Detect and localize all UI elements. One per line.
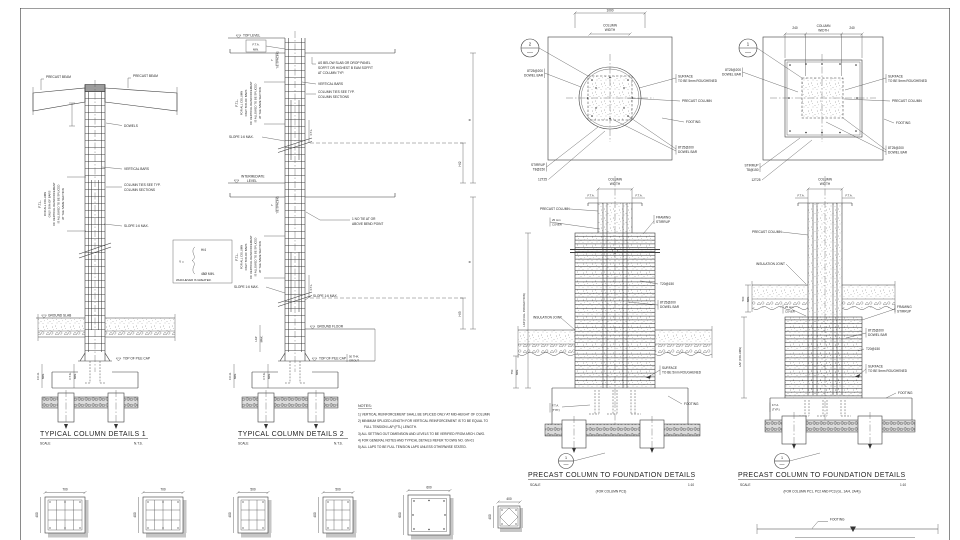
ftl-splice-note [38,182,65,226]
ftl-note-line: IS ALLOWED TO BE SPLICED [56,184,61,224]
notes-heading: NOTES: [358,404,372,408]
label-bars: 12T25 [751,178,761,182]
pile-axis-arrow-icon [264,424,268,429]
pile-axis-arrow-icon [792,444,796,449]
dim-fca-min: MIN. [233,373,237,379]
note-item: 5) ALL LAPS TO BE FULL TENSION LAPS UNLESS OTHERWISE STATED. [358,445,467,449]
dim-column-width: COLUMN [603,23,617,28]
dim-fta-min: MIN. [73,373,77,379]
label-stirrup: STIRRUP [744,163,759,168]
label-bend-tie: ABOVE BEND POINT [352,222,384,226]
pile-axis-arrow-icon [114,424,118,429]
label-dowel-bar: DOWEL BAR [868,333,888,337]
label-cover: COVER [552,222,562,227]
ftl-splice-note-lower [235,235,285,279]
level-marker-icon [236,35,241,38]
ftl-note-line: F.T.L. [235,99,239,107]
scale-value: N.T.S. [334,441,343,446]
label-top-level: TOP LEVEL [243,33,261,38]
label-stirrups: T20@150 [866,347,881,351]
ground-slab [36,314,175,342]
label-precast-beam: PRECAST BEAM [46,75,71,79]
ftl-note-line: FOR ALL COLUMN [239,90,244,116]
dim-column-width: WIDTH [604,28,616,32]
dim-y: Y [270,59,274,61]
section-width: 700 [160,487,166,492]
dim-ftl: F.T.L. [309,283,313,291]
label-grout: 50 THK. [349,354,360,359]
dim-fca-min: MIN. [41,373,45,379]
label-column-ties: COLUMN SECTIONS [124,188,155,192]
label-grout: GROUT [349,358,360,363]
label-precast-column: PRECAST COLUMN [892,99,922,103]
ybox-option: H/4 [201,248,206,252]
label-top-of-pile-cap: TOP OF PILE CAP [319,356,346,361]
bubble-number: 1 [746,41,750,47]
typical-column-details-2 [173,31,476,446]
dim-side: 240 [792,26,798,30]
detail-title: TYPICAL COLUMN DETAILS 1 [40,431,147,438]
ftl-note-line: AT THE SAME SECTION [61,188,66,220]
plan-detail-square [722,24,928,182]
label-dowel-bar: DOWEL BAR [888,150,908,155]
label-footing: FOOTING [898,391,913,395]
elev-a-title-block [528,472,696,494]
ftl-note-line: IS ALLOWED TO BE SPLICED [253,237,258,277]
label-surface: SURFACE [868,364,884,369]
bubble-number: 1 [780,456,784,460]
ftl-note-line: AT THE SAME SECTION [258,87,262,119]
foundation-detail-pc1-pc2-pc3 [738,176,915,494]
dim-h2: H/2 [458,161,462,167]
label-precast-beam: PRECAST BEAM [133,74,158,78]
ftl-note-line: OF VERTICAL REINFORCEMENT [52,182,56,226]
ftl-note-line: IS ALLOWED TO BE SPLICED [253,83,258,123]
dim-fta: F.T.A. [635,193,643,198]
label-intermediate-level: INTERMEDIATE [241,174,265,179]
dim-fta: F.T.A. [252,42,260,47]
dim-depth: 500 [741,296,745,302]
ftl-splice-note-upper [235,81,285,125]
pocket-block [570,233,660,388]
detail2-title-block [238,431,348,446]
label-vertical-bars: VERTICAL BARS [124,167,149,171]
section-height: 400 [228,512,232,518]
scale-value: N.T.S. [134,441,143,446]
label-stirrup: T8@150 [746,168,759,172]
level-marker-icon [116,358,121,361]
plan-a-dimensions [574,9,647,36]
label-dowel-bar: 8T25@200 [868,328,884,333]
dim-fta: F.T.A. [262,372,266,380]
dim-fta-min: MIN. [253,47,259,52]
column-section-2 [133,488,187,538]
label-dowel-bar: DOWEL BAR [523,73,543,78]
dim-fta-typ: (TYP.) [772,407,780,412]
label-footing: FOOTING [830,517,845,522]
level-marker-icon [312,358,317,361]
label-cover: COVER [785,309,795,314]
label-dowel-bar: DOWEL BAR [721,72,741,77]
detail1-title-block [40,431,148,446]
ftl-note-line: F.T.L. [235,253,239,261]
partial-footing-detail [757,518,938,538]
label-bend-tie: 1 NO TIE AT OR [352,217,376,221]
detail-bubble [775,453,821,469]
label-framing-stirrup: STIRRUP [656,220,670,224]
dim-tie-spacing: TIE SPACING [275,51,280,69]
label-surface: SURFACE [888,74,904,79]
ftl-note-line: ONLY 50% OF BARS [244,243,249,271]
dim-fta-min: MIN. [267,373,271,379]
detail-bubble [739,39,802,78]
ybox-option: 48Ø MIN. [201,272,215,276]
label-surface: SURFACE [678,74,694,79]
dim-fta-typ: (TYP.) [552,408,560,412]
label-vertical-bars: VERTICAL BARS [318,82,343,86]
detail-subtitle: (FOR COLUMN PC3) [595,489,627,494]
ftl-note-line: FOR ALL COLUMN [239,244,244,270]
ftl-note-line: ONLY 50% OF BARS [244,89,249,117]
label-precast-column: PRECAST COLUMN [752,230,782,234]
dim-fta: F.T.A. [587,193,595,198]
pile-axis-arrow-icon [868,444,872,449]
scale-label: SCALE [530,483,541,487]
bubble-number: 1 [564,456,568,460]
dim-fca: F.C.A. [228,372,232,380]
typical-column-details-1 [33,74,177,446]
note-item: FULL TENSION LAP (FTL) LENGTH. [364,425,417,429]
bubble-number: 2 [528,41,532,47]
elev-b-footing [765,391,915,449]
label-soffit-note: AT COLUMN TYP. [318,71,344,75]
label-dowel-bar: 8T25@200 [678,145,694,150]
label-ground-floor: GROUND FLOOR [317,324,344,329]
ftl-note-line: AT THE SAME SECTION [258,241,262,273]
note-item: 4) FOR GENERAL NOTES AND TYPICAL DETAILS REFER TO DWG NO. GN-01 [358,438,475,443]
label-dowel-bar: 8T25@200 [725,68,741,72]
section-width: 500 [335,487,341,492]
section-height: 400 [35,512,39,518]
elev-b-title-block [738,472,906,494]
column-sections [35,486,523,540]
dim-side: 240 [849,26,855,30]
column-section-4 [313,488,357,538]
dim-fta: F.T.A. [845,193,853,198]
detail-subtitle: (FOR COLUMN PC1, PC2 AND PC3 (GL. 1A/4, 2A/4)) [783,489,861,494]
general-notes [358,404,491,449]
dim-column-width: COLUMN [608,177,622,182]
dim-h: H [468,118,472,122]
level-marker-icon [234,180,239,183]
label-surface: SURFACE [662,366,678,370]
dim-depth-min: MIN. [515,369,519,375]
section-height: 400 [313,512,317,518]
section-height: 400 [488,514,492,520]
pile-cap [228,353,338,429]
dim-ftl: F.T.L. [309,128,313,136]
dim-lap: LAP (COLUMN) [738,347,742,367]
dim-fta: F.T.A. [797,193,805,198]
label-slope: SLOPE 1:6 MAX. [124,224,149,228]
label-stirrups: T20@150 [660,282,675,286]
dim-column-width: WIDTH [819,182,831,186]
column-section-5 [398,486,454,540]
note-item: 1) VERTICAL REINFORCEMENT SHALL BE SPLICED ONLY AT MID-HEIGHT OF COLUMN [358,412,490,417]
section-height: 600 [398,512,402,518]
section-width: 700 [62,487,68,492]
scale-label: SCALE [740,483,751,487]
section-width: 500 [250,487,256,492]
dim-lap: LAP (FULL PROJECTION) [522,293,526,327]
ftl-note-line: F.T.L. [38,200,42,208]
label-slope: SLOPE 1:6 MAX. [229,135,254,139]
scale-value: 1:10 [688,483,695,487]
label-surface: TO BE 5mm ROUGHENED [678,79,718,83]
pile-axis-arrow-icon [572,448,576,453]
label-slope: SLOPE 1:6 MAX. [313,294,338,298]
label-top-of-pile-cap: TOP OF PILE CAP [123,356,150,361]
ftl-note-line: ONLY 50% OF BARS [47,190,52,218]
label-stirrup: T8@150 [532,167,545,172]
ybox-label: Y = [179,260,184,264]
pile-axis-arrow-icon [650,448,654,453]
ftl-note-line: FOR ALL COLUMN [42,191,47,217]
label-surface: TO BE 5mm ROUGHENED [888,79,928,83]
dim-h: H [468,260,472,264]
label-ground-slab: GROUND SLAB [48,313,72,318]
note-item: 2) MINIMUM SPLICED LENGTH FOR VERTICAL REINFORCEMENT IS TO BE EQUAL TO [358,419,488,423]
elev-a-footing [545,388,700,453]
dim-fta-typ: F.T.A. [552,403,559,408]
label-soffit-note: SOFFIT OR HIGHEST B EAM SOFFIT [318,66,373,70]
pile-axis-arrow-icon [314,424,318,429]
plan-b-dimensions [784,24,864,76]
fta-box [246,40,285,52]
note-item: 3) ALL SETTING OUT DIMENSION AND LEVELS TO BE VERIFIED FROM ARCH. DWG. [358,432,486,436]
label-insulation-joint: INSULATION JOINT [756,262,785,266]
detail-title: TYPICAL COLUMN DETAILS 2 [238,431,345,438]
label-footing: FOOTING [684,402,699,406]
label-footing: FOOTING [686,120,701,124]
dim-column-width: WIDTH [609,182,621,186]
level-marker-icon [42,315,47,318]
label-bars: 12T25 [537,177,547,182]
label-dowel-bar: 8T25@200 [527,69,543,73]
label-column-ties: COLUMN TIES SEE TYP. [124,183,161,187]
ybox-note: WHICHEVER IS GREATER. [176,278,212,282]
column-section-3 [228,488,272,538]
label-slope: SLOPE 1:6 MAX. [234,285,259,289]
level-marker-icon [310,326,315,329]
dim-tie-spacing: TIE SPACING [275,196,280,214]
label-column-ties: COLUMN SECTIONS [318,95,349,99]
scale-label: SCALE [238,441,249,446]
brace-icon [192,247,195,274]
label-intermediate-level: LEVEL [247,179,257,183]
label-surface: TO BE 5mm ROUGHENED [868,369,908,373]
dim-lap: LAP [254,336,258,342]
storey-dims [458,53,476,329]
label-stirrup: STIRRUP [531,163,545,167]
section-height: 400 [133,512,137,518]
label-dowel-bar: 8T25@200 [888,146,904,150]
label-insulation-joint: INSULATION JOINT [533,315,562,320]
scale-label: SCALE [40,441,51,446]
detail-title: PRECAST COLUMN TO FOUNDATION DETAILS [738,472,906,479]
dim-column-width: COLUMN [818,177,832,182]
label-dowel-bar: DOWEL BAR [660,305,680,309]
ftl-note-line: OF VERTICAL REINFORCEMENT [248,81,253,125]
dim-depth: 750 [510,369,514,375]
column-section-1 [35,488,89,538]
dim-opening: 1000 [606,8,614,13]
dim-y: Y [270,204,274,206]
scale-value: 1:10 [900,483,907,487]
pile-cap [36,353,150,429]
label-footing: FOOTING [896,121,911,125]
dim-depth-min: MIN. [746,296,750,302]
soffit-note [312,57,373,75]
detail-bubble [559,453,606,469]
dim-fta: F.T.A. [68,372,72,380]
label-dowels: DOWELS [124,124,138,128]
ftl-note-line: OF VERTICAL REINFORCEMENT [248,235,253,279]
label-surface: TO BE 5mm ROUGHENED [662,370,702,375]
label-soffit-note: AS BELOW SLAB OR DROP PANEL [318,61,371,65]
pile-axis-arrow-icon [64,424,68,429]
label-dowel-bar: 8T25@200 [660,300,676,305]
label-dowel-bar: DOWEL BAR [678,150,698,154]
dim-fta-typ: F.T.A. [772,403,779,407]
dim-column-width: WIDTH [818,28,829,33]
label-precast-column: PRECAST COLUMN [540,207,570,211]
column-section-6 [488,497,523,532]
y-definition-box [173,240,232,283]
foundation-detail-pc3 [510,176,712,494]
detail-title: PRECAST COLUMN TO FOUNDATION DETAILS [528,472,696,479]
dim-h3: H/3 [458,311,462,317]
dim-lap-max: MAX. [259,335,264,343]
plan-detail-circular [521,9,718,182]
section-width: 400 [506,497,512,501]
section-width: 600 [426,485,432,490]
label-cover: 25 mm [552,218,561,222]
dim-column-width: COLUMN [816,24,831,28]
label-framing-stirrup: FRAMING [656,215,671,220]
label-column-ties: COLUMN TIES SEE TYP. [318,90,355,94]
label-precast-column: PRECAST COLUMN [682,99,712,103]
dim-fca: F.C.A. [36,372,40,380]
label-framing-stirrup: FRAMING [897,305,912,309]
pocket-block [785,317,862,398]
label-framing-stirrup: STIRRUP [897,309,911,314]
